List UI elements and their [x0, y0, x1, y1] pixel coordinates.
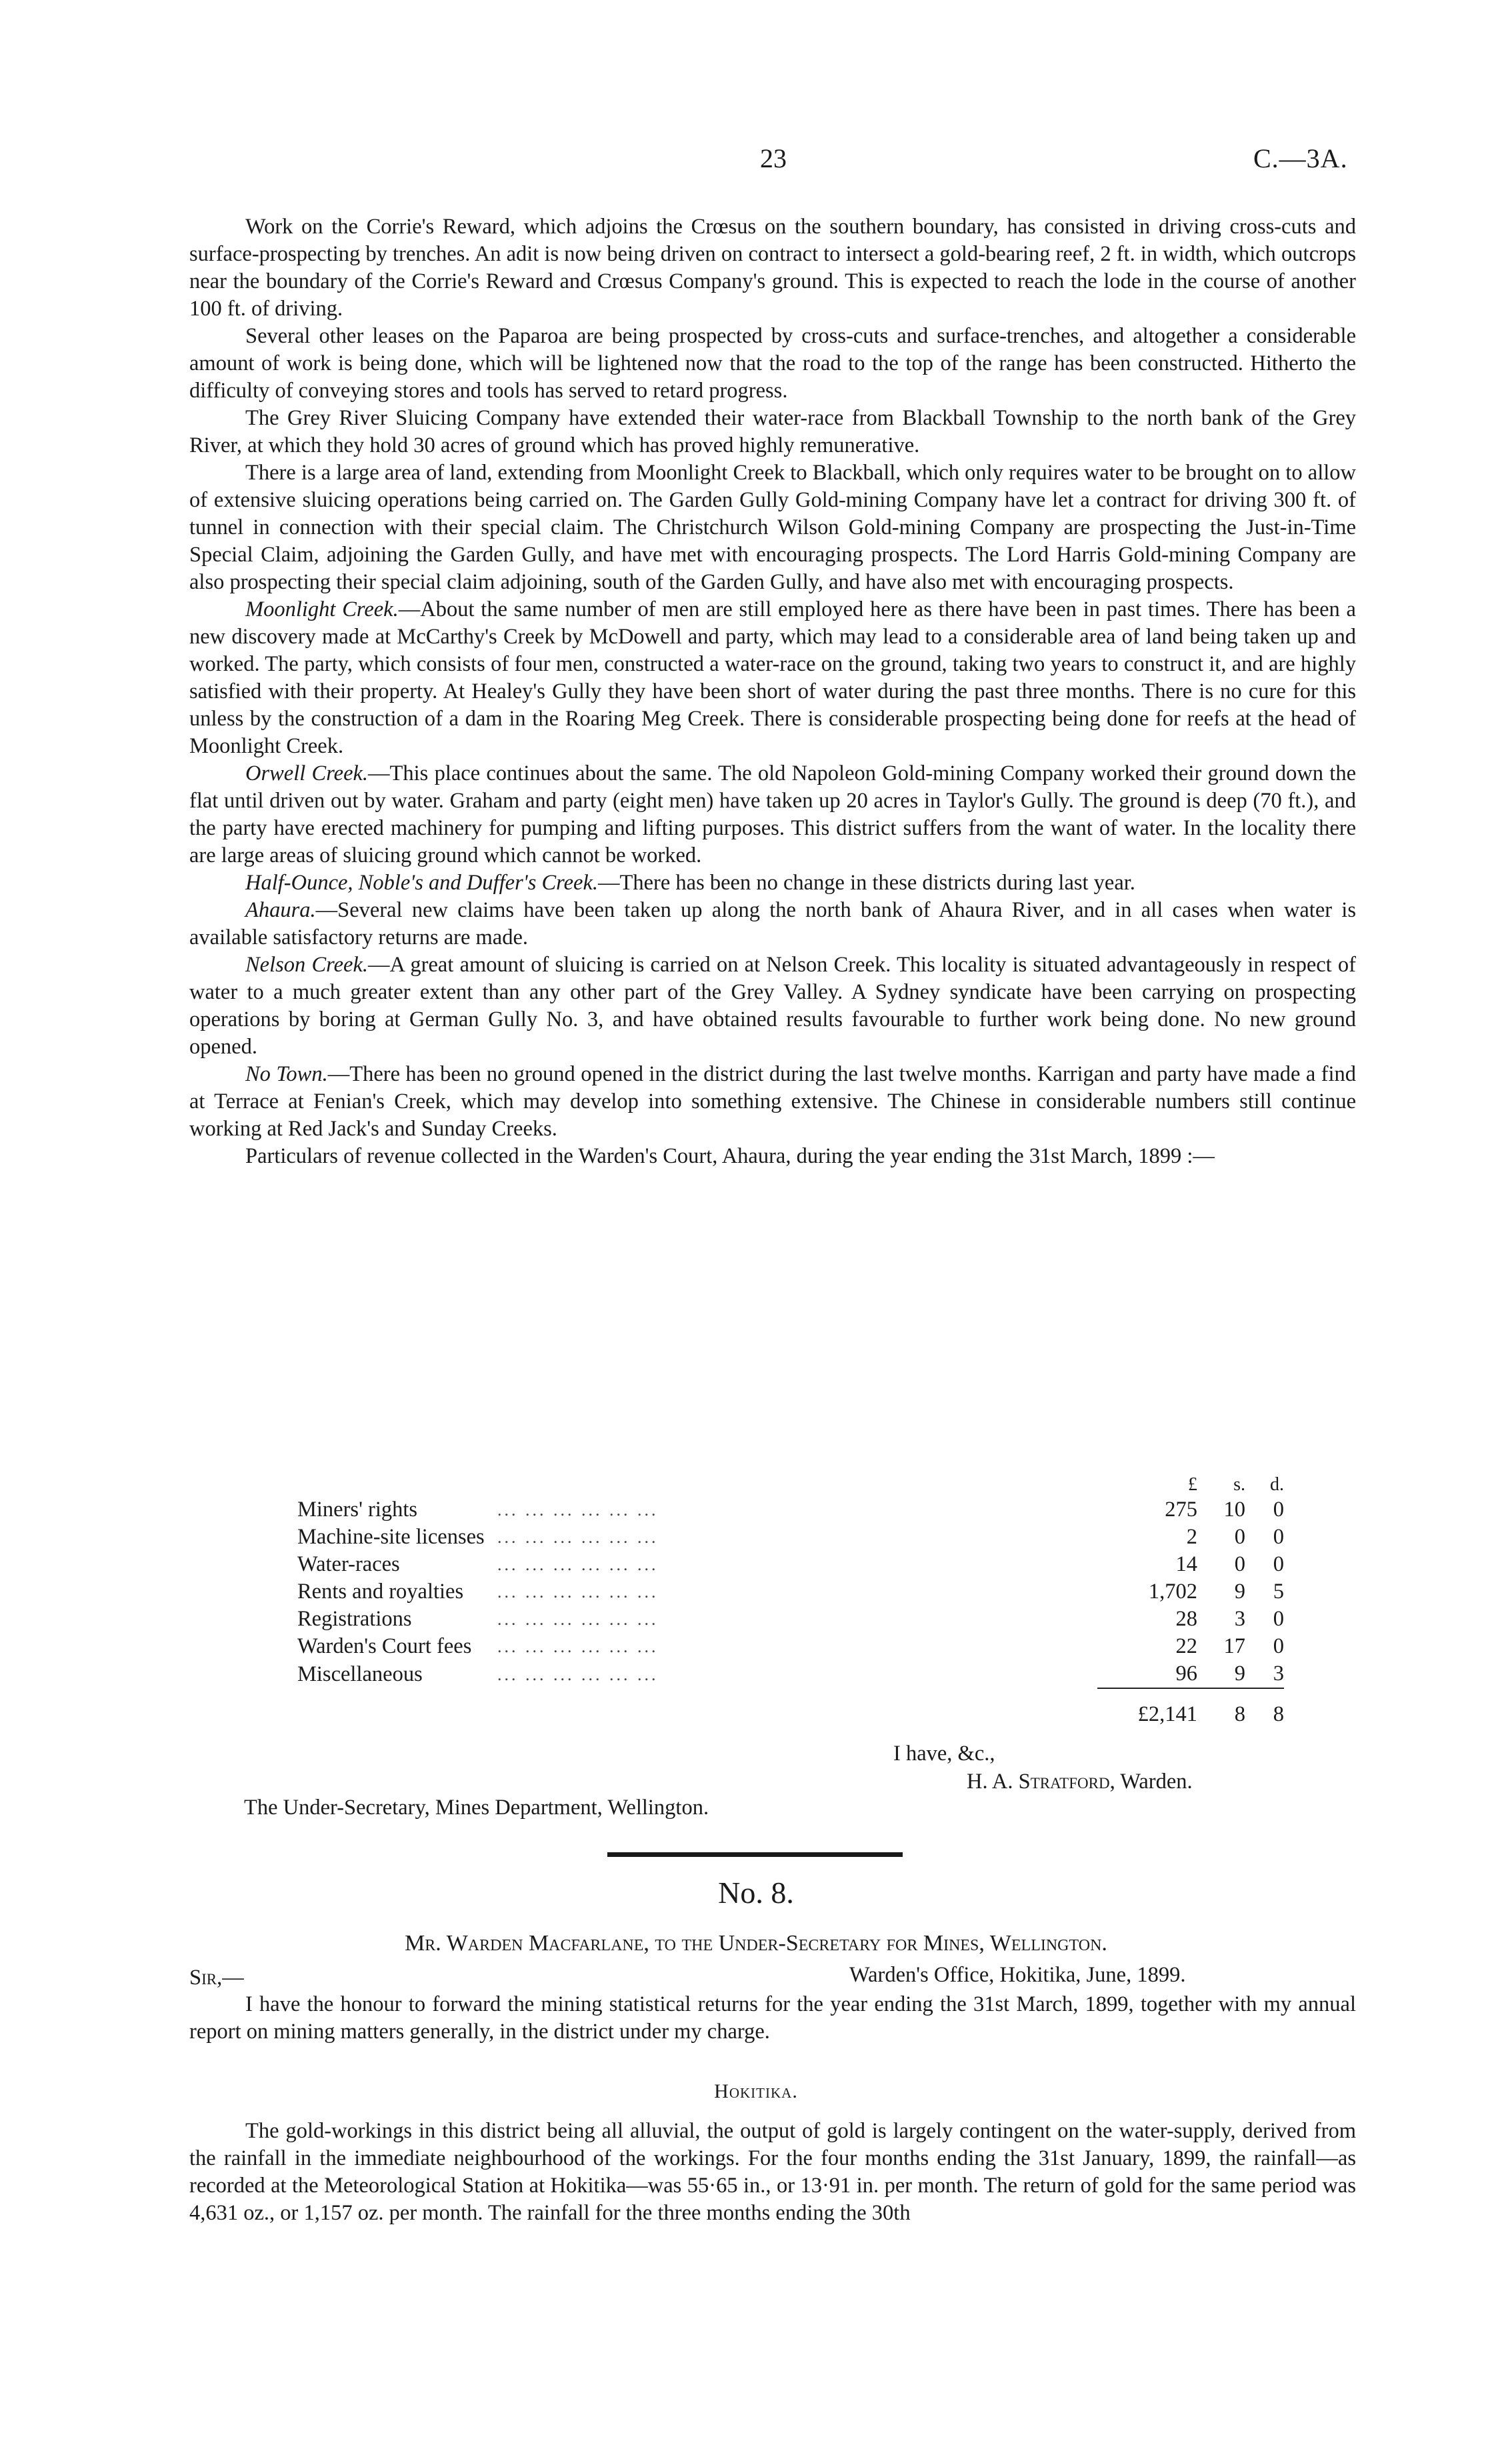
revenue-label: Registrations: [297, 1607, 412, 1631]
table-row: [297, 1633, 1284, 1660]
paragraph-paparoa-leases: Several other leases on the Paparoa are being prospected by cross-cuts and surface-trenches, and altogether a considerable amount of work is being done, which will be lightened now that the road to the top of the range has been constructed. Hitherto the difficulty of conveying stores and tools has served to retard progress.: [189, 324, 1356, 403]
revenue-pence: 5: [1273, 1580, 1284, 1604]
revenue-pence: 3: [1273, 1662, 1284, 1686]
revenue-label: Miscellaneous: [297, 1662, 423, 1686]
revenue-pounds: 14: [1175, 1552, 1197, 1576]
section-divider: [607, 1852, 903, 1857]
signature-block: [967, 1770, 1193, 1794]
report-body: [189, 213, 1356, 1170]
revenue-pounds: 22: [1175, 1634, 1197, 1658]
leader-dots: ... ... ... ... ... ...: [497, 1500, 659, 1520]
revenue-label: Rents and royalties: [297, 1580, 464, 1604]
revenue-shillings: 0: [1234, 1552, 1245, 1576]
paragraph-intro: I have the honour to forward the mining statistical returns for the year ending the 31st March, 1899, together with my annual report on mining matters generally, in the district under my charge.: [189, 1992, 1356, 2044]
document-reference: C.—3A.: [1253, 143, 1348, 173]
signatory-title: Warden.: [1120, 1770, 1193, 1794]
salutation: Sir,—: [189, 1966, 244, 1990]
total-pence: 8: [1245, 1688, 1284, 1728]
paragraph-nelson-creek: Nelson Creek.—A great amount of sluicing is carried on at Nelson Creek. This locality is situated advantageously in respect of water to a much greater extent than any other part of the Grey Valley. A Sydney syndicate have been carrying on prospecting operations by boring at German Gully No. 3, and have obtained results favourable to further work being done. No new ground opened.: [189, 953, 1356, 1059]
district-subheading: Hokitika.: [714, 2080, 798, 2102]
leader-dots: ... ... ... ... ... ...: [497, 1528, 659, 1547]
page-number: 23: [760, 143, 787, 173]
revenue-header-row: [297, 1474, 1284, 1496]
revenue-shillings: 3: [1234, 1607, 1245, 1631]
col-shillings: s.: [1233, 1474, 1245, 1495]
revenue-pence: 0: [1273, 1525, 1284, 1549]
revenue-shillings: 17: [1223, 1634, 1245, 1658]
paragraph-gold-workings: The gold-workings in this district being all alluvial, the output of gold is largely contingent on the water-supply, derived from the rainfall in the immediate neighbourhood of the workings. For the four months ending the 31st January, 1899, the rainfall—as recorded at the Meteorological Station at Hokitika—was 55·65 in., or 13·91 in. per month. The return of gold for the same period was 4,631 oz., or 1,157 oz. per month. The rainfall for the three months ending the 30th: [189, 2119, 1356, 2225]
signatory-name: H. A. Stratford,: [967, 1770, 1115, 1794]
revenue-pence: 0: [1273, 1552, 1284, 1576]
col-pounds: £: [1188, 1474, 1197, 1495]
letter-heading: Mr. Warden Macfarlane, to the Under-Secretary for Mines, Wellington.: [405, 1931, 1107, 1956]
paragraph-corries-reward: Work on the Corrie's Reward, which adjoins the Crœsus on the southern boundary, has consisted in driving cross-cuts and surface-prospecting by trenches. An adit is now being driven on contract to intersect a gold-bearing reef, 2 ft. in width, which outcrops near the boundary of the Corrie's Reward and Crœsus Company's ground. This is expected to reach the lode in the course of another 100 ft. of driving.: [189, 215, 1356, 321]
revenue-shillings: 9: [1234, 1580, 1245, 1604]
leader-dots: ... ... ... ... ... ...: [497, 1664, 659, 1684]
table-row: [297, 1496, 1284, 1524]
office-and-date: Warden's Office, Hokitika, June, 1899.: [849, 1963, 1186, 1987]
leader-dots: ... ... ... ... ... ...: [497, 1555, 659, 1574]
paragraph-grey-river-sluicing: The Grey River Sluicing Company have extended their water-race from Blackball Township to the north bank of the Grey River, at which they hold 30 acres of ground which has proved highly remunerative.: [189, 406, 1356, 457]
table-row: [297, 1578, 1284, 1606]
revenue-pounds: 28: [1175, 1607, 1197, 1631]
revenue-pounds: 2: [1186, 1525, 1197, 1549]
revenue-label: Warden's Court fees: [297, 1634, 472, 1658]
table-row: [297, 1524, 1284, 1551]
revenue-total-row: [297, 1688, 1284, 1728]
revenue-pounds: 96: [1175, 1662, 1197, 1686]
revenue-pounds: 1,702: [1148, 1580, 1197, 1604]
revenue-pence: 0: [1273, 1498, 1284, 1522]
letter-intro: [189, 1991, 1356, 2046]
closing-formula: I have, &c.,: [893, 1742, 995, 1766]
revenue-pounds: 275: [1165, 1498, 1197, 1522]
paragraph-moonlight-creek: Moonlight Creek.—About the same number of men are still employed here as there have been in past times. There has been a new discovery made at McCarthy's Creek by McDowell and party, which may lead to a considerable area of land being taken up and worked. The party, which consists of four men, constructed a water-race on the ground, taking two years to construct it, and are highly satisfied with their property. At Healey's Gully they have been short of water during the past three months. There is no cure for this unless by the construction of a dam in the Roaring Meg Creek. There is considerable prospecting being done for reefs at the head of Moonlight Creek.: [189, 597, 1356, 758]
col-pence: d.: [1270, 1474, 1284, 1495]
leader-dots: ... ... ... ... ... ...: [497, 1637, 659, 1656]
section-number: No. 8.: [718, 1876, 794, 1910]
revenue-shillings: 9: [1234, 1662, 1245, 1686]
paragraph-revenue-intro: Particulars of revenue collected in the Warden's Court, Ahaura, during the year ending the 31st March, 1899 :—: [245, 1144, 1215, 1168]
paragraph-orwell-creek: Orwell Creek.—This place continues about the same. The old Napoleon Gold-mining Company worked their ground down the flat until driven out by water. Graham and party (eight men) have taken up 20 acres in Taylor's Gully. The ground is deep (70 ft.), and the party have erected machinery for pumping and lifting purposes. This district suffers from the want of water. In the locality there are large areas of sluicing ground which cannot be worked.: [189, 761, 1356, 867]
total-shillings: 8: [1204, 1688, 1245, 1728]
paragraph-no-town: No Town.—There has been no ground opened in the district during the last twelve months. Karrigan and party have made a find at Terrace at Fenian's Creek, which may develop into something extensive. The Chinese in considerable numbers still continue working at Red Jack's and Sunday Creeks.: [189, 1062, 1356, 1141]
revenue-pence: 0: [1273, 1634, 1284, 1658]
revenue-label: Machine-site licenses: [297, 1525, 485, 1549]
recipient-line: The Under-Secretary, Mines Department, Wellington.: [244, 1796, 709, 1820]
hokitika-body: [189, 2118, 1356, 2227]
revenue-label: Miners' rights: [297, 1498, 418, 1522]
revenue-shillings: 0: [1234, 1525, 1245, 1549]
revenue-table: [297, 1474, 1284, 1728]
paragraph-half-ounce: Half-Ounce, Noble's and Duffer's Creek.—There has been no change in these districts during last year.: [245, 871, 1135, 895]
total-pounds: £2,141: [1097, 1688, 1204, 1728]
revenue-pence: 0: [1273, 1607, 1284, 1631]
revenue-label: Water-races: [297, 1552, 400, 1576]
leader-dots: ... ... ... ... ... ...: [497, 1582, 659, 1602]
table-row: [297, 1660, 1284, 1688]
paragraph-ahaura: Ahaura.—Several new claims have been taken up along the north bank of Ahaura River, and in all cases when water is available satisfactory returns are made.: [189, 898, 1356, 949]
leader-dots: ... ... ... ... ... ...: [497, 1610, 659, 1629]
revenue-shillings: 10: [1223, 1498, 1245, 1522]
paragraph-moonlight-blackball: There is a large area of land, extending from Moonlight Creek to Blackball, which only requires water to be brought on to allow of extensive sluicing operations being carried on. The Garden Gully Gold-mining Company have let a contract for driving 300 ft. of tunnel in connection with their special claim. The Christchurch Wilson Gold-mining Company are prospecting the Just-in-Time Special Claim, adjoining the Garden Gully, and have met with encouraging prospects. The Lord Harris Gold-mining Company are also prospecting their special claim adjoining, south of the Garden Gully, and have also met with encouraging prospects.: [189, 461, 1356, 594]
table-row: [297, 1606, 1284, 1633]
table-row: [297, 1551, 1284, 1578]
